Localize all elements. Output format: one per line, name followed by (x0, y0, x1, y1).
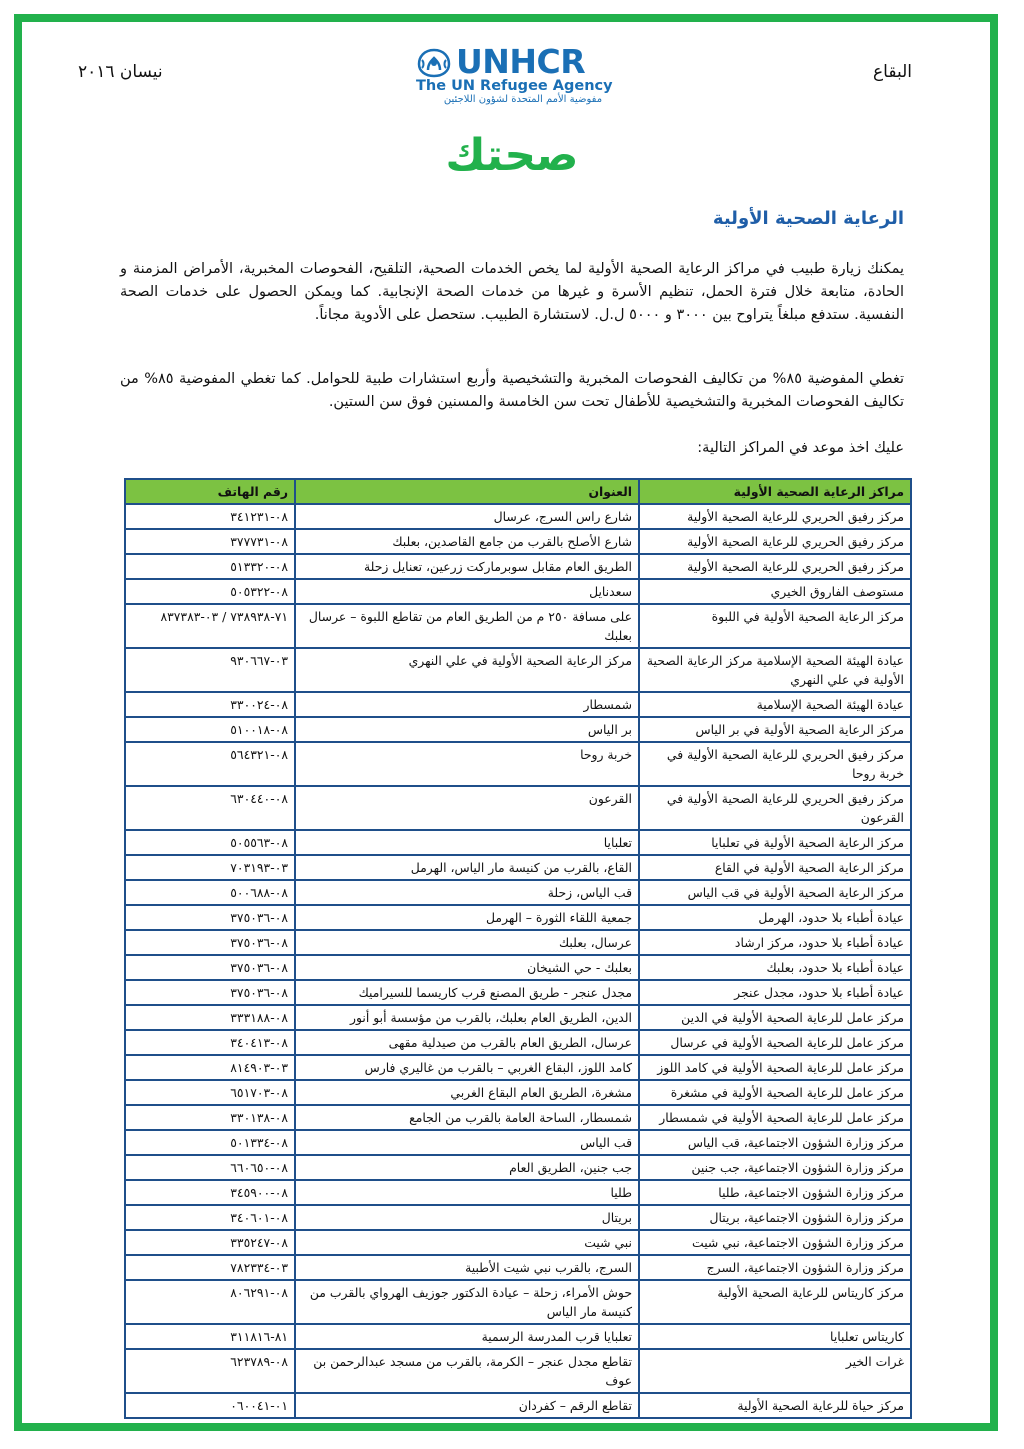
phone-cell: ٠٨-٨٠٦٢٩١ (125, 1280, 295, 1324)
section-title: الرعاية الصحية الأولية (712, 208, 904, 229)
logo-wordmark: UNHCR (456, 42, 586, 81)
center-name-cell: مركز رفيق الحريري للرعاية الصحية الأولية في خربة روحا (639, 742, 911, 786)
phone-cell: ٠٨-٥٠٥٥٦٣ (125, 830, 295, 855)
center-name-cell: مركز الرعاية الصحية الأولية في بر الياس (639, 717, 911, 742)
center-name-cell: مركز وزارة الشؤون الاجتماعية، جب جنين (639, 1155, 911, 1180)
phone-cell: ٧١-٧٣٨٩٣٨ / ٠٣-٨٣٧٣٨٣ (125, 604, 295, 648)
center-name-cell: مركز حياة للرعاية الصحية الأولية (639, 1393, 911, 1418)
table-row (125, 1080, 911, 1105)
logo-arabic-tagline: مفوضية الأمم المتحدة لشؤون اللاجئين (443, 94, 603, 105)
address-cell: شارع راس السرج، عرسال (295, 504, 639, 529)
phone-cell: ٠٨-٣٧٥٠٣٦ (125, 930, 295, 955)
table-row (125, 830, 911, 855)
table-row (125, 648, 911, 692)
phone-cell: ٠٣-٧٠٣١٩٣ (125, 855, 295, 880)
center-name-cell: مركز الرعاية الصحية الأولية في تعلبايا (639, 830, 911, 855)
phone-cell: ٠٨-٥٦٤٣٢١ (125, 742, 295, 786)
phone-cell: ٠٨-٣٧٥٠٣٦ (125, 980, 295, 1005)
center-name-cell: مركز وزارة الشؤون الاجتماعية، نبي شيت (639, 1230, 911, 1255)
table-row (125, 786, 911, 830)
address-cell: تقاطع مجدل عنجر – الكرمة، بالقرب من مسجد عبدالرحمن بن عوف (295, 1349, 639, 1393)
table-row (125, 742, 911, 786)
table-row (125, 1005, 911, 1030)
center-name-cell: كاريتاس تعلبايا (639, 1324, 911, 1349)
address-cell: الدين، الطريق العام بعلبك، بالقرب من مؤسسة أبو أنور (295, 1005, 639, 1030)
table-row (125, 955, 911, 980)
address-cell: سعدنايل (295, 579, 639, 604)
logo-english-tagline: The UN Refugee Agency (416, 78, 613, 94)
phone-cell: ٨١-٣١١٨١٦ (125, 1324, 295, 1349)
table-header-row (125, 479, 911, 504)
phone-cell: ٠٨-٦٢٣٧٨٩ (125, 1349, 295, 1393)
address-cell: عرسال، الطريق العام بالقرب من صيدلية مقهى (295, 1030, 639, 1055)
table-row (125, 579, 911, 604)
table-row (125, 1105, 911, 1130)
center-name-cell: مركز وزارة الشؤون الاجتماعية، طليا (639, 1180, 911, 1205)
table-row (125, 1255, 911, 1280)
phone-cell: ٠٨-٥٠٠٦٨٨ (125, 880, 295, 905)
address-cell: جب جنين، الطريق العام (295, 1155, 639, 1180)
table-row (125, 1349, 911, 1393)
table-row (125, 1130, 911, 1155)
phone-cell: ٠٨-٣٣٠٠٢٤ (125, 692, 295, 717)
table-row (125, 1155, 911, 1180)
phone-cell: ٠٨-٥٠٥٣٢٢ (125, 579, 295, 604)
phone-cell: ٠٨-٦٣٠٤٤٠ (125, 786, 295, 830)
address-cell: طليا (295, 1180, 639, 1205)
address-cell: عرسال، بعلبك (295, 930, 639, 955)
address-cell: تعلبايا (295, 830, 639, 855)
center-name-cell: مركز رفيق الحريري للرعاية الصحية الأولية (639, 554, 911, 579)
phone-cell: ٠٨-٥٠١٣٣٤ (125, 1130, 295, 1155)
center-name-cell: مركز رفيق الحريري للرعاية الصحية الأولية (639, 529, 911, 554)
phone-cell: ٠٨-٥١٠٠١٨ (125, 717, 295, 742)
table-row (125, 855, 911, 880)
center-name-cell: عيادة الهيئة الصحية الإسلامية مركز الرعاية الصحية الأولية في علي النهري (639, 648, 911, 692)
table-row (125, 692, 911, 717)
center-name-cell: مركز كاريتاس للرعاية الصحية الأولية (639, 1280, 911, 1324)
table-row (125, 1030, 911, 1055)
center-name-cell: مركز عامل للرعاية الصحية الأولية في الدين (639, 1005, 911, 1030)
header-address: العنوان (295, 479, 639, 504)
center-name-cell: غرات الخير (639, 1349, 911, 1393)
phone-cell: ٠٨-٣٣٠١٣٨ (125, 1105, 295, 1130)
table-row (125, 554, 911, 579)
center-name-cell: عيادة الهيئة الصحية الإسلامية (639, 692, 911, 717)
phone-cell: ٠١-٠٦٠٠٤١ (125, 1393, 295, 1418)
table-row (125, 1055, 911, 1080)
phone-cell: ٠٨-٣٣٣١٨٨ (125, 1005, 295, 1030)
phone-cell: ٠٨-٣٤٥٩٠٠ (125, 1180, 295, 1205)
center-name-cell: مركز عامل للرعاية الصحية الأولية في شمسطار (639, 1105, 911, 1130)
center-name-cell: مركز الرعاية الصحية الأولية في القاع (639, 855, 911, 880)
phone-cell: ٠٨-٣٤١٢٣١ (125, 504, 295, 529)
address-cell: الطريق العام مقابل سوبرماركت زرعين، تعنايل زحلة (295, 554, 639, 579)
date-label: نيسان ٢٠١٦ (78, 62, 163, 82)
address-cell: جمعية اللقاء الثورة – الهرمل (295, 905, 639, 930)
table-row (125, 1205, 911, 1230)
address-cell: القاع، بالقرب من كنيسة مار الياس، الهرمل (295, 855, 639, 880)
table-row (125, 604, 911, 648)
table-row (125, 1180, 911, 1205)
address-cell: مشغرة، الطريق العام البقاع الغربي (295, 1080, 639, 1105)
address-cell: شمسطار، الساحة العامة بالقرب من الجامع (295, 1105, 639, 1130)
center-name-cell: مركز عامل للرعاية الصحية الأولية في عرسال (639, 1030, 911, 1055)
header-phone: رقم الهاتف (125, 479, 295, 504)
table-row (125, 1393, 911, 1418)
region-label: البقاع (873, 62, 912, 82)
address-cell: تقاطع الرقم – كفردان (295, 1393, 639, 1418)
address-cell: قب الياس، زحلة (295, 880, 639, 905)
header-center: مراكز الرعاية الصحية الأولية (639, 479, 911, 504)
table-row (125, 1280, 911, 1324)
center-name-cell: مركز عامل للرعاية الصحية الأولية في مشغرة (639, 1080, 911, 1105)
center-name-cell: مركز عامل للرعاية الصحية الأولية في كامد اللوز (639, 1055, 911, 1080)
centers-table (124, 478, 912, 1419)
center-name-cell: مركز وزارة الشؤون الاجتماعية، بريتال (639, 1205, 911, 1230)
unhcr-logo (416, 42, 630, 106)
table-row (125, 1230, 911, 1255)
unhcr-emblem-icon (416, 46, 452, 78)
address-cell: مجدل عنجر - طريق المصنع قرب كاريسما للسيراميك (295, 980, 639, 1005)
address-cell: تعلبايا قرب المدرسة الرسمية (295, 1324, 639, 1349)
page-title: صحتك (445, 130, 579, 181)
table-row (125, 1324, 911, 1349)
table-row (125, 905, 911, 930)
table-row (125, 529, 911, 554)
address-cell: بريتال (295, 1205, 639, 1230)
center-name-cell: عيادة أطباء بلا حدود، بعلبك (639, 955, 911, 980)
table-row (125, 504, 911, 529)
paragraph-services: يمكنك زيارة طبيب في مراكز الرعاية الصحية الأولية لما يخص الخدمات الصحية، التلقيح، الفحوصات المخبرية، الأمراض المزمنة و الحادة، متابعة خلال فترة الحمل، تنظيم الأسرة و غيرها من خدمات الصحة الإنجابية. كما ويمكن الحصول على خدمات الصحة النفسية. ستدفع مبلغاً يتراوح بين ٣٠٠٠ و ٥٠٠٠ ل.ل. لاستشارة الطبيب. ستحصل على الأدوية مجاناً. (120, 261, 904, 323)
center-name-cell: مركز وزارة الشؤون الاجتماعية، السرج (639, 1255, 911, 1280)
phone-cell: ٠٨-٦٦٠٦٥٠ (125, 1155, 295, 1180)
phone-cell: ٠٨-٣٧٥٠٣٦ (125, 955, 295, 980)
address-cell: القرعون (295, 786, 639, 830)
phone-cell: ٠٣-٨١٤٩٠٣ (125, 1055, 295, 1080)
phone-cell: ٠٣-٧٨٢٣٣٤ (125, 1255, 295, 1280)
address-cell: قب الياس (295, 1130, 639, 1155)
paragraph-coverage: تغطي المفوضية ٨٥% من تكاليف الفحوصات المخبرية والتشخيصية وأربع استشارات طبية للحوامل. كما تغطي المفوضية ٨٥% من تكاليف الفحوصات المخبرية والتشخيصية للأطفال تحت سن الخامسة والمسنين فوق سن الستين. (120, 371, 904, 410)
address-cell: بر الياس (295, 717, 639, 742)
address-cell: مركز الرعاية الصحية الأولية في علي النهري (295, 648, 639, 692)
phone-cell: ٠٣-٩٣٠٦٦٧ (125, 648, 295, 692)
address-cell: كامد اللوز، البقاع الغربي – بالقرب من غاليري فارس (295, 1055, 639, 1080)
phone-cell: ٠٨-٥١٣٣٢٠ (125, 554, 295, 579)
address-cell: شارع الأصلح بالقرب من جامع القاصدين، بعلبك (295, 529, 639, 554)
address-cell: شمسطار (295, 692, 639, 717)
phone-cell: ٠٨-٣٤٠٤١٣ (125, 1030, 295, 1055)
appointment-intro: عليك اخذ موعد في المراكز التالية: (697, 440, 904, 456)
center-name-cell: مركز الرعاية الصحية الأولية في اللبوة (639, 604, 911, 648)
table-row (125, 980, 911, 1005)
address-cell: بعلبك - حي الشيخان (295, 955, 639, 980)
table-row (125, 930, 911, 955)
center-name-cell: عيادة أطباء بلا حدود، مركز ارشاد (639, 930, 911, 955)
address-cell: السرج، بالقرب نبي شيت الأطبية (295, 1255, 639, 1280)
phone-cell: ٠٨-٣٧٥٠٣٦ (125, 905, 295, 930)
center-name-cell: عيادة أطباء بلا حدود، الهرمل (639, 905, 911, 930)
center-name-cell: مركز رفيق الحريري للرعاية الصحية الأولية في القرعون (639, 786, 911, 830)
phone-cell: ٠٨-٣٣٥٢٤٧ (125, 1230, 295, 1255)
phone-cell: ٠٨-٣٤٠٦٠١ (125, 1205, 295, 1230)
center-name-cell: مركز الرعاية الصحية الأولية في قب الياس (639, 880, 911, 905)
table-row (125, 880, 911, 905)
address-cell: على مسافة ٢٥٠ م من الطريق العام من تقاطع اللبوة – عرسال بعلبك (295, 604, 639, 648)
center-name-cell: مستوصف الفاروق الخيري (639, 579, 911, 604)
phone-cell: ٠٨-٣٧٧٧٣١ (125, 529, 295, 554)
center-name-cell: عيادة أطباء بلا حدود، مجدل عنجر (639, 980, 911, 1005)
center-name-cell: مركز رفيق الحريري للرعاية الصحية الأولية (639, 504, 911, 529)
table-row (125, 717, 911, 742)
address-cell: خربة روحا (295, 742, 639, 786)
address-cell: حوش الأمراء، زحلة – عيادة الدكتور جوزيف الهرواي بالقرب من كنيسة مار الياس (295, 1280, 639, 1324)
phone-cell: ٠٨-٦٥١٧٠٣ (125, 1080, 295, 1105)
address-cell: نبي شيت (295, 1230, 639, 1255)
center-name-cell: مركز وزارة الشؤون الاجتماعية، قب الياس (639, 1130, 911, 1155)
